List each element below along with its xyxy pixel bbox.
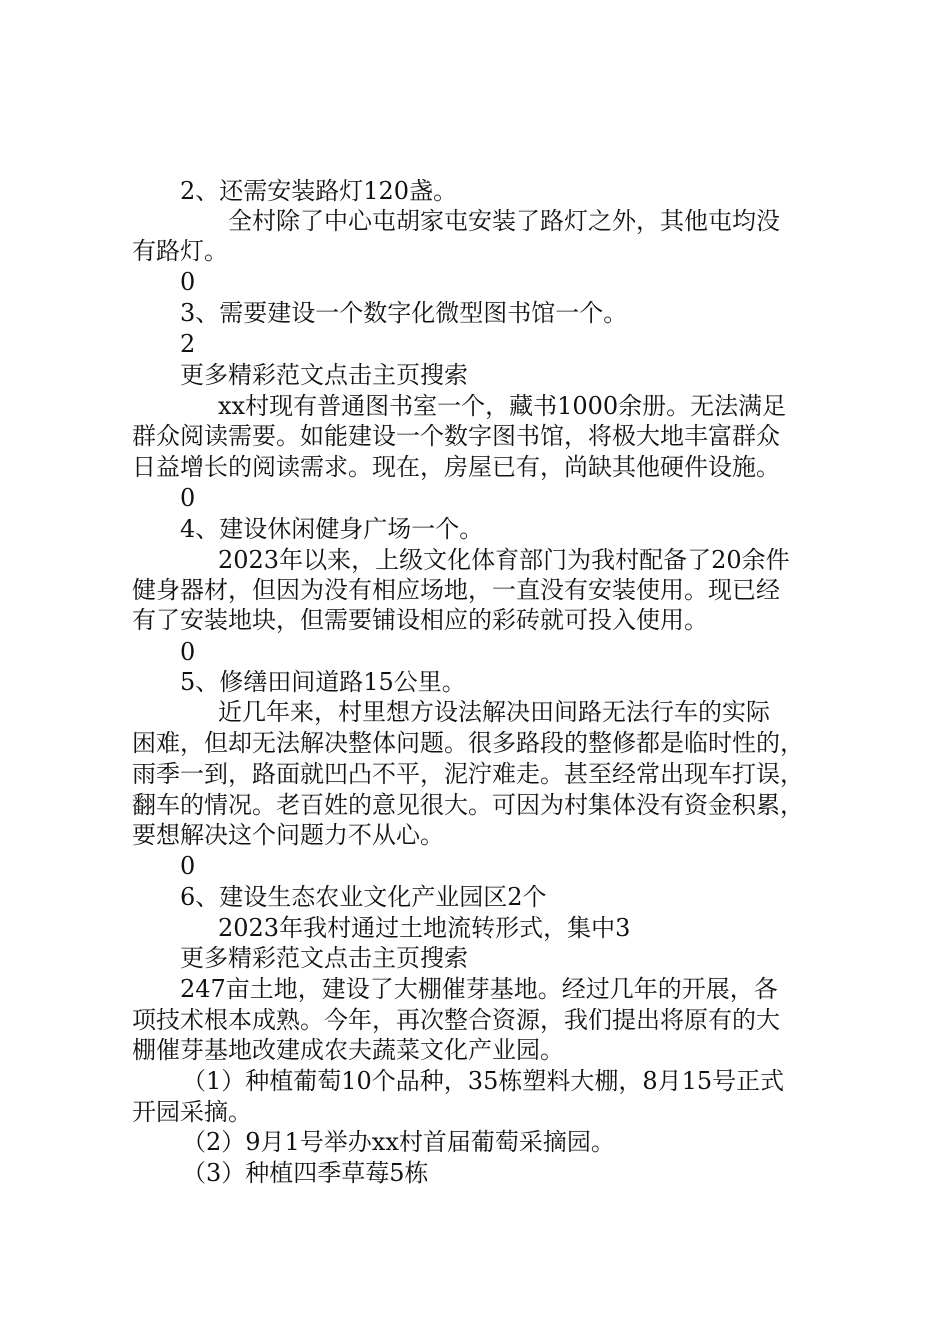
text-line: 近几年来，村里想方设法解决田间路无法行车的实际 bbox=[218, 698, 770, 726]
text-line: 项技术根本成熟。今年，再次整合资源，我们提出将原有的大 bbox=[132, 1006, 780, 1034]
text-line: 有了安装地块，但需要铺设相应的彩砖就可投入使用。 bbox=[132, 606, 708, 634]
text-line: 全村除了中心屯胡家屯安装了路灯之外，其他屯均没 bbox=[228, 207, 780, 235]
text-line: （1）种植葡萄10个品种，35栋塑料大棚，8月15号正式 bbox=[182, 1067, 785, 1095]
text-line: 日益增长的阅读需求。现在，房屋已有，尚缺其他硬件设施。 bbox=[132, 453, 780, 481]
text-line: 0 bbox=[180, 638, 196, 666]
text-line: 困难，但却无法解决整体问题。很多路段的整修都是临时性的， bbox=[132, 729, 804, 757]
text-line: 开园采摘。 bbox=[132, 1098, 252, 1126]
text-line: 0 bbox=[180, 484, 196, 512]
text-line: 有路灯。 bbox=[132, 237, 228, 265]
text-line: 0 bbox=[180, 852, 196, 880]
text-line: 棚催芽基地改建成农夫蔬菜文化产业园。 bbox=[132, 1036, 564, 1064]
text-line: 6、建设生态农业文化产业园区2个 bbox=[180, 883, 547, 911]
text-line: 更多精彩范文点击主页搜索 bbox=[180, 944, 468, 972]
text-line: 0 bbox=[180, 268, 196, 296]
text-line: 要想解决这个问题力不从心。 bbox=[132, 821, 444, 849]
text-line: 更多精彩范文点击主页搜索 bbox=[180, 361, 468, 389]
text-line: 2023年我村通过土地流转形式，集中3 bbox=[218, 914, 631, 942]
text-line: 5、修缮田间道路15公里。 bbox=[180, 668, 466, 696]
text-line: 雨季一到，路面就凹凸不平，泥泞难走。甚至经常出现车打误， bbox=[132, 760, 804, 788]
text-line: 健身器材，但因为没有相应场地，一直没有安装使用。现已经 bbox=[132, 576, 780, 604]
text-line: 群众阅读需要。如能建设一个数字图书馆，将极大地丰富群众 bbox=[132, 422, 780, 450]
text-line: 4、建设休闲健身广场一个。 bbox=[180, 515, 484, 543]
text-line: 247亩土地，建设了大棚催芽基地。经过几年的开展，各 bbox=[180, 975, 778, 1003]
text-line: 2023年以来，上级文化体育部门为我村配备了20余件 bbox=[218, 546, 790, 574]
text-line: xx村现有普通图书室一个，藏书1000余册。无法满足 bbox=[218, 392, 787, 420]
text-line: 翻车的情况。老百姓的意见很大。可因为村集体没有资金积累， bbox=[132, 791, 804, 819]
text-line: （2）9月1号举办xx村首届葡萄采摘园。 bbox=[182, 1128, 615, 1156]
text-line: 3、需要建设一个数字化微型图书馆一个。 bbox=[180, 299, 628, 327]
text-line: 2 bbox=[180, 330, 196, 358]
text-line: （3）种植四季草莓5栋 bbox=[182, 1159, 429, 1187]
text-line: 2、还需安装路灯120盏。 bbox=[180, 177, 458, 205]
